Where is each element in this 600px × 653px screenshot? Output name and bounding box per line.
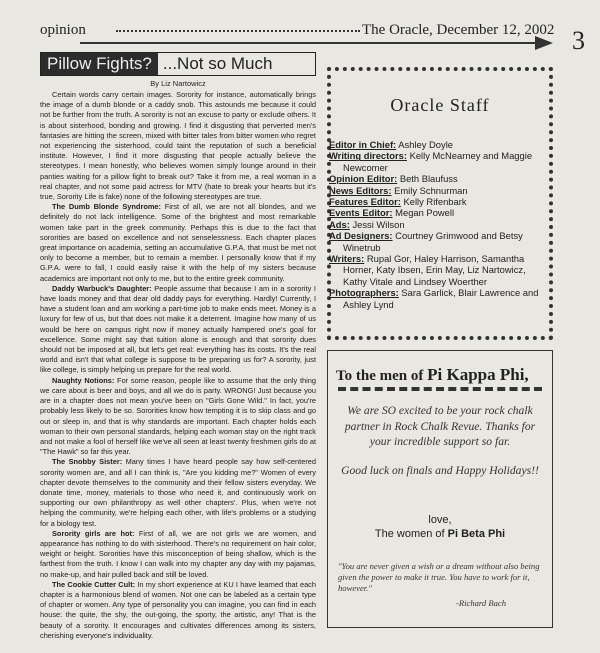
subhead: Sorority girls are hot: (52, 528, 135, 538)
staff-role: Opinion Editor: (329, 173, 398, 185)
ad-quote-author: -Richard Bach (456, 598, 507, 608)
staff-row (329, 139, 549, 150)
ad-from-name: Pi Beta Phi (447, 528, 506, 540)
paragraph (40, 529, 316, 580)
staff-title: Oracle Staff (390, 95, 490, 115)
staff-role: Photographers: (329, 287, 399, 299)
paragraph-text: Many times I have heard people say how self-centered sorority women are, and all I can think is, "Are you kidding me?" Women of every chapter devote themselves to the community and their fellow sisters everyday. We donate time, money, materials to those who need it, and continuously work on supporting our own philanthropy as well other chapters'. Plus, when we're not helping the community, we're helping each other, with life's problems or a studying for a biology test. (40, 457, 316, 528)
ad-heading-prefix: To the men of (336, 368, 428, 384)
staff-names: Courtney Grimwood and Betsy Winetrub (343, 230, 523, 253)
header-arrow-line (80, 42, 550, 44)
staff-row (329, 287, 549, 310)
staff-names: Jessi Wilson (349, 218, 405, 230)
page-number: 3 (572, 26, 585, 55)
subhead: Naughty Notions: (52, 375, 115, 385)
article-column (40, 52, 316, 641)
staff-row (329, 230, 549, 253)
paragraph-intro: Certain words carry certain images. Sorority for instance, automatically brings the image of a dumb blonde or a caddy snob. This astounds me because it could not be further from the truth. A sorority is not an excuse to party or exclude others. It is about sisterhood, bonding and growing. I find it disgusting that perverted men's fantasies are hitting the screen, mixed with bitter tales from bitter women who regret not experiencing the sisterhood, could taint the reputation of such a beneficial institute. However, I find it more disgusting that people actually believe the stereotypes. I mean honestly, who believes women simply lounge around in their panties waiting for a pillow fight to break out? Take it from me, a real woman in a real chapter, and not some paid actress for MTV (hate to break your hearts but it's true, Sorority Life is fake) none of the following stereotypes are true. (40, 90, 316, 202)
staff-row (329, 150, 549, 173)
paragraph-text: For some reason, people like to assume that the only thing we care about is beer and boys, and all we do is party. WRONG! Just because you are in a chapter does not mean you've been on "Girls Gone Wild." In fact, you're probably less likely to be so. Sororities know how tempting it is to skip class and go out or sleep in, and that is why standards are important. Each chapter holds each woman to their own personal standards, helping each woman stay on the right track and not make a fool of herself like we've all seen at least twenty freshmen girls do at "The Hawk" so far this year. (40, 375, 316, 457)
paragraph-text: First of all, we are not girls we are women, and appearance has nothing to do with sisterhood. There's no requirement on hair color, weight or height. Sororities have this misconception of being shallow, which is the farthest from the truth. I know I can walk into my chapter any day with my pajamas, no make-up, and hair pulled back and still be loved. (40, 528, 316, 579)
paragraph (40, 284, 316, 376)
ad-heading-name: Pi Kappa Phi, (427, 365, 529, 384)
staff-names: Kelly McNearney and Maggie Newcomer (343, 150, 533, 173)
ad-message: We are SO excited to be your rock chalk partner in Rock Chalk Revue. Thanks for your incredible support so far. (344, 404, 536, 449)
staff-role: Ads: (329, 218, 350, 230)
article-title-part-1: Pillow Fights? (41, 53, 158, 75)
ad-from (338, 527, 542, 541)
staff-names: Emily Schnurman (391, 184, 468, 196)
paragraph (40, 457, 316, 528)
staff-box (327, 67, 553, 340)
ad-signoff (338, 513, 542, 541)
staff-role: Writing directors: (329, 150, 407, 162)
article-byline: By Liz Nartowicz (150, 79, 206, 88)
staff-row (329, 173, 549, 184)
staff-role: Ad Designers: (329, 230, 393, 242)
subhead: The Dumb Blonde Syndrome: (52, 202, 161, 212)
staff-role: Writers: (329, 253, 365, 265)
staff-names: Ashley Doyle (396, 139, 453, 150)
issue-date: The Oracle, December 12, 2002 (362, 22, 555, 38)
paragraph (40, 580, 316, 641)
staff-row (329, 207, 549, 218)
paragraph-text: In my short experience at KU I have learned that each chapter is a harmonious blend of women. Not one can be labeled as a certain type of chapter or women. Any type of personality you can imagine, you can find in each house: the quite, the shy, the out-going, the sporty, the artistic, any! That is the beauty of a sorority. It encourages and cultivates differences among its sisters, cherishing everyone's individuality. (40, 579, 316, 640)
staff-names: Megan Powell (392, 207, 455, 219)
staff-role: News Editors: (329, 184, 392, 196)
staff-list (329, 139, 549, 310)
staff-names: Beth Blaufuss (397, 173, 458, 185)
paragraph-text: People assume that because I am in a sorority I have loads money and that dear old daddy pays for everything. Hardly! Currently, I have a student loan and am working a part-time job to make ends meet. Money is a luxury for few of us, but that does not make it a deterrent. Imagine how many of us would be here on campus right now if money actually hampered one's goal for excellence. Some might say that tuition alone is enough and that sorority dues should not be imposed at all, but let's get real: everything has its costs. It's the real world and isn't that what college is suppose to be preparing us for? A sorority, just like college, is simply helping us prepare for the real world. (40, 283, 316, 375)
paragraph (40, 202, 316, 284)
staff-row (329, 196, 549, 207)
ad-love: love, (428, 514, 452, 526)
staff-row (329, 185, 549, 196)
subhead: The Snobby Sister: (52, 457, 123, 467)
page-header (40, 20, 585, 55)
article-body (40, 90, 316, 641)
ad-quote: "You are never given a wish or a dream without also being given the power to make it true. You have to work for it, however." (338, 561, 540, 593)
staff-row (329, 253, 549, 287)
staff-role: Features Editor: (329, 196, 401, 208)
ad-good-luck: Good luck on finals and Happy Holidays!! (341, 464, 539, 477)
subhead: Daddy Warbuck's Daughter: (52, 283, 152, 293)
header-dotted-leader (116, 30, 360, 32)
staff-names: Kelly Rifenbark (400, 196, 467, 208)
staff-role: Events Editor: (329, 207, 393, 219)
staff-role: Editor in Chief: (329, 139, 397, 150)
ad-heading (336, 365, 529, 385)
staff-names: Rupal Gor, Haley Harrison, Samantha Horner, Katy Ibsen, Erin May, Liz Nartowicz, Kathy Vitale and Lindsey Woerther (343, 253, 526, 287)
article-title-part-2: ...Not so Much (162, 54, 273, 73)
subhead: The Cookie Cutter Cult: (52, 579, 136, 589)
paragraph (40, 376, 316, 458)
arrow-head-icon (535, 36, 553, 50)
article-title (40, 52, 316, 76)
staff-names: Sara Garlick, Blair Lawrence and Ashley Lynd (343, 287, 539, 310)
ad-from-prefix: The women of (374, 528, 448, 540)
paragraph-text: First of all, we are not all blondes, and we definitely do not lack intelligence. Some of the brightest and most remarkable women take part in the greek community. Perhaps this is due to the fact that sororities are based on excellence and not senselessness. Each chapter places great importance on academia, setting an accumulative G.P.A. that must be met not only to become a member, but to remain a member. I personally know that if my G.P.A. were to fall, I could easily raise it with the help of my sisters because academics are important not only to me, but to the entire greek community. (40, 202, 316, 283)
greeting-ad-box (327, 350, 553, 628)
staff-row (329, 219, 549, 230)
ad-dashed-rule (338, 387, 542, 391)
section-name: opinion (40, 22, 86, 38)
